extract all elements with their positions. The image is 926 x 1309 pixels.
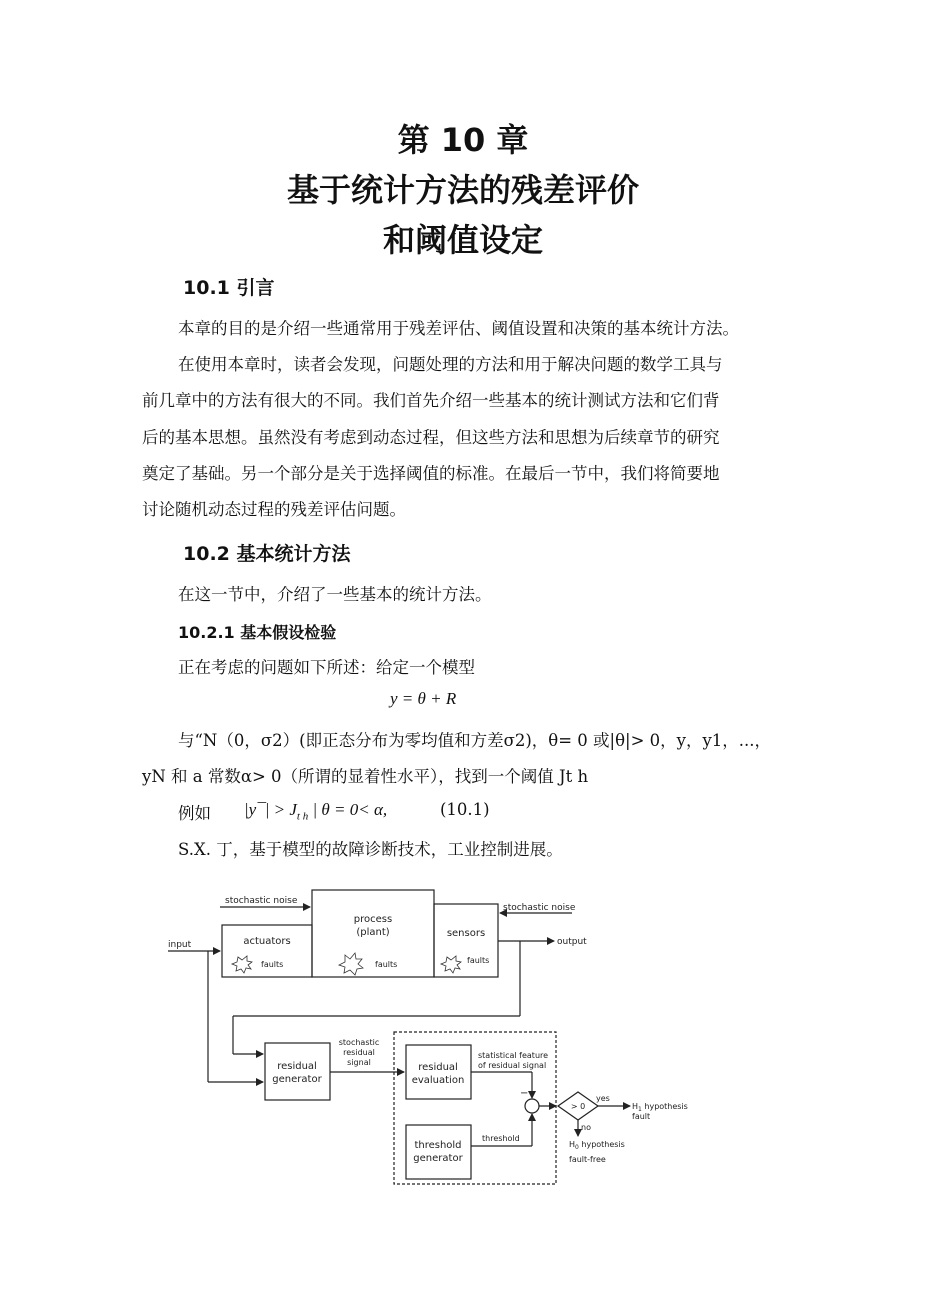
process-label: process	[353, 914, 393, 925]
output-label: output	[557, 937, 587, 947]
citation: S.X. 丁，基于模型的故障诊断技术，工业控制进展。	[178, 840, 563, 859]
sensors-block	[434, 904, 498, 977]
h0-label: $H_0$ hypothesis	[569, 1140, 625, 1151]
chapter-title-line1: 基于统计方法的残差评价	[286, 171, 639, 209]
summing-junction	[525, 1099, 539, 1113]
actuators-block	[222, 925, 312, 977]
subsection-heading-hypothesis: 10.2.1 基本假设检验	[178, 623, 337, 642]
actuators-label: actuators	[243, 936, 291, 947]
fault-diagnosis-diagram	[160, 880, 700, 1190]
paragraph-line: 后的基本思想。虽然没有考虑到动态过程，但这些方法和思想为后续章节的研究	[142, 428, 720, 447]
threshold-label: threshold	[482, 1134, 520, 1143]
fault-star-icon	[232, 956, 252, 973]
paragraph-line: yN 和 a 常数α> 0（所谓的显着性水平），找到一个阈值 Jt h	[142, 767, 589, 786]
paragraph-line: 在使用本章时，读者会发现，问题处理的方法和用于解决问题的数学工具与	[178, 355, 723, 374]
threshold-generator-block	[406, 1125, 471, 1179]
input-label: input	[168, 940, 192, 950]
threshold-generator-label: generator	[413, 1153, 463, 1164]
residual-generator-label: residual	[277, 1061, 317, 1072]
residual-evaluation-label: residual	[418, 1062, 458, 1073]
h1-label: $H_1$ hypothesis	[632, 1102, 688, 1113]
h1-fault-label: fault	[632, 1112, 651, 1121]
residual-signal-label: signal	[347, 1058, 371, 1067]
minus-sign: −	[520, 1088, 529, 1099]
section-heading-stat-methods: 10.2 基本统计方法	[183, 543, 351, 565]
example-label: 例如	[178, 804, 211, 823]
section-heading-intro: 10.1 引言	[183, 277, 275, 299]
equation-threshold: |y¯| > $J_{t h}$ | θ = 0< α,	[244, 800, 388, 823]
chapter-number: 第 10 章	[397, 121, 529, 159]
residual-signal-label: residual	[343, 1048, 375, 1057]
noise-label: stochastic noise	[225, 896, 298, 906]
equation-model: y = θ + R	[390, 689, 457, 708]
residual-evaluation-label: evaluation	[411, 1075, 465, 1086]
paragraph-line: 奠定了基础。另一个部分是关于选择阈值的标准。在最后一节中，我们将简要地	[142, 464, 720, 483]
feature-label: of residual signal	[478, 1061, 547, 1070]
feature-label: statistical feature	[478, 1051, 549, 1060]
paragraph-stat-intro: 在这一节中，介绍了一些基本的统计方法。	[178, 585, 492, 604]
paragraph-line: 与“N（0，σ2）(即正态分布为零均值和方差σ2)，θ= 0 或|θ|> 0，y，y1，...，	[178, 731, 772, 750]
noise-label: stochastic noise	[503, 903, 576, 913]
h0-fault-free-label: fault-free	[569, 1155, 606, 1164]
faults-label: faults	[261, 960, 284, 969]
equation-number: (10.1)	[440, 800, 490, 819]
residual-signal-label: stochastic	[338, 1038, 380, 1047]
decision-label: > 0	[570, 1102, 586, 1111]
faults-label: faults	[467, 956, 490, 965]
chapter-title-line2: 和阈值设定	[382, 221, 543, 259]
paragraph-line: 讨论随机动态过程的残差评估问题。	[142, 500, 406, 519]
sensors-label: sensors	[446, 928, 486, 939]
residual-generator-label: generator	[272, 1074, 322, 1085]
yes-label: yes	[596, 1094, 610, 1103]
paragraph-line: 前几章中的方法有很大的不同。我们首先介绍一些基本的统计测试方法和它们背	[142, 391, 720, 410]
no-label: no	[581, 1123, 591, 1132]
threshold-generator-label: threshold	[414, 1140, 462, 1151]
process-label: (plant)	[356, 927, 390, 938]
fault-star-icon	[441, 956, 461, 973]
fault-star-icon	[339, 953, 363, 975]
paragraph-problem: 正在考虑的问题如下所述：给定一个模型	[178, 658, 475, 677]
faults-label: faults	[375, 960, 398, 969]
paragraph-intro-1: 本章的目的是介绍一些通常用于残差评估、阈值设置和决策的基本统计方法。	[178, 319, 739, 338]
